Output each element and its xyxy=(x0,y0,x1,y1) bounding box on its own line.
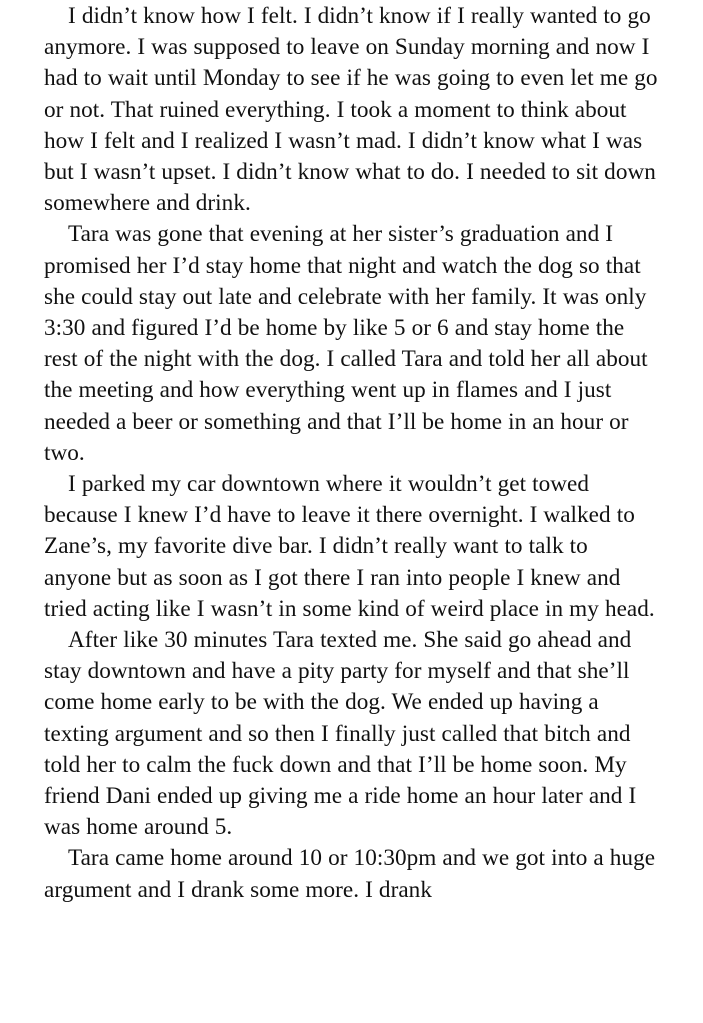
paragraph: I parked my car downtown where it wouldn’t get towed because I knew I’d have to leave it there overnight. I walked to Zane’s, my favorite dive bar. I didn’t really want to talk to anyone but as soon as I got there I ran into people I knew and tried acting like I wasn’t in some kind of weird place in my head. xyxy=(44,471,655,622)
paragraph: I didn’t know how I felt. I didn’t know if I really wanted to go anymore. I was supposed to leave on Sunday morning and now I had to wait until Monday to see if he was going to even let me go or not. That ruined everything. I took a moment to think about how I felt and I realized I wasn’t mad. I didn’t know what I was but I wasn’t upset. I didn’t know what to do. I needed to sit down somewhere and drink. xyxy=(44,3,658,217)
page-body-text xyxy=(44,0,659,906)
paragraph: Tara came home around 10 or 10:30pm and we got into a huge argument and I drank some more. I drank xyxy=(44,845,656,903)
paragraph: Tara was gone that evening at her sister’s graduation and I promised her I’d stay home that night and watch the dog so that she could stay out late and celebrate with her family. It was only 3:30 and figured I’d be home by like 5 or 6 and stay home the rest of the night with the dog. I called Tara and told her all about the meeting and how everything went up in flames and I just needed a beer or something and that I’ll be home in an hour or two. xyxy=(44,221,648,466)
paragraph: After like 30 minutes Tara texted me. She said go ahead and stay downtown and have a pity party for myself and that she’ll come home early to be with the dog. We ended up having a texting argument and so then I finally just called that bitch and told her to calm the fuck down and that I’ll be home soon. My friend Dani ended up giving me a ride home an hour later and I was home around 5. xyxy=(44,627,637,841)
